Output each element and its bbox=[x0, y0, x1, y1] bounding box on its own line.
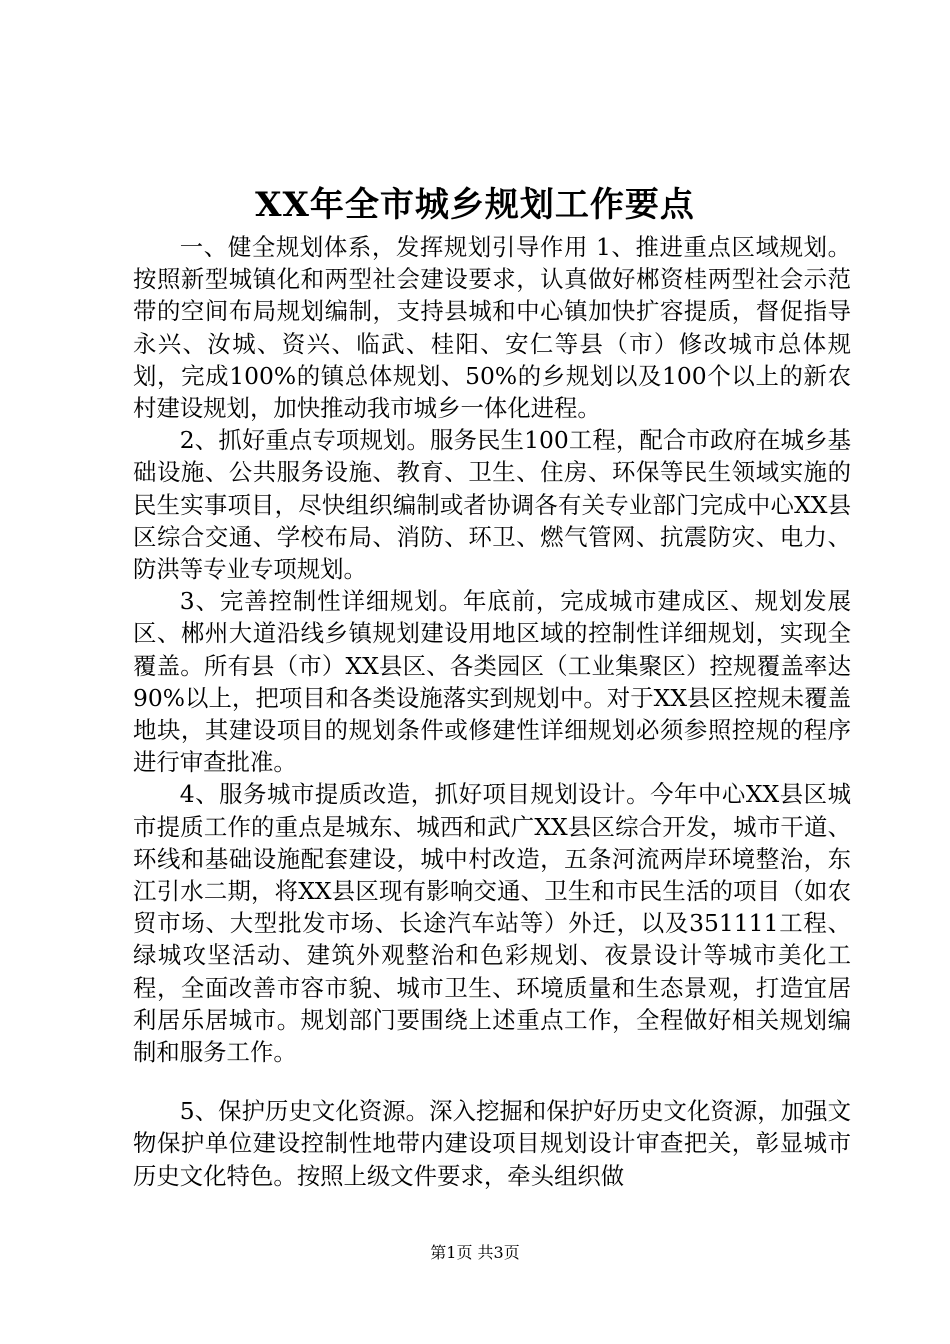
document-title: XX年全市城乡规划工作要点 bbox=[255, 185, 695, 225]
paragraph-1: 一、健全规划体系，发挥规划引导作用 1、推进重点区域规划。按照新型城镇化和两型社会建设要求，认真做好郴资桂两型社会示范带的空间布局规划编制，支持县城和中心镇加快扩容提质，督促指导永兴、汝城、资兴、临武、桂阳、安仁等县（市）修改城市总体规划，完成100%的镇总体规划、50%的乡规划以及100个以上的新农村建设规划，加快推动我市城乡一体化进程。 bbox=[133, 233, 851, 423]
paragraph-2: 2、抓好重点专项规划。服务民生100工程，配合市政府在城乡基础设施、公共服务设施、教育、卫生、住房、环保等民生领域实施的民生实事项目，尽快组织编制或者协调各有关专业部门完成中心XX县区综合交通、学校布局、消防、环卫、燃气管网、抗震防灾、电力、防洪等专业专项规划。 bbox=[133, 426, 851, 584]
page-number-footer: 第1页 共3页 bbox=[430, 1243, 520, 1262]
paragraph-5: 5、保护历史文化资源。深入挖掘和保护好历史文化资源，加强文物保护单位建设控制性地带内建设项目规划设计审查把关，彰显城市历史文化特色。按照上级文件要求，牵头组织做 bbox=[133, 1097, 851, 1190]
paragraph-4: 4、服务城市提质改造，抓好项目规划设计。今年中心XX县区城市提质工作的重点是城东、城西和武广XX县区综合开发，城市干道、环线和基础设施配套建设，城中村改造，五条河流两岸环境整治，东江引水二期，将XX县区现有影响交通、卫生和市民生活的项目（如农贸市场、大型批发市场、长途汽车站等）外迁，以及351111工程、绿城攻坚活动、建筑外观整治和色彩规划、夜景设计等城市美化工程，全面改善市容市貌、城市卫生、环境质量和生态景观，打造宜居利居乐居城市。规划部门要围绕上述重点工作，全程做好相关规划编制和服务工作。 bbox=[133, 780, 851, 1067]
document-body bbox=[133, 231, 851, 1192]
paragraph-3: 3、完善控制性详细规划。年底前，完成城市建成区、规划发展区、郴州大道沿线乡镇规划建设用地区域的控制性详细规划，实现全覆盖。所有县（市）XX县区、各类园区（工业集聚区）控规覆盖率达90%以上，把项目和各类设施落实到规划中。对于XX县区控规未覆盖地块，其建设项目的规划条件或修建性详细规划必须参照控规的程序进行审查批准。 bbox=[133, 587, 851, 777]
